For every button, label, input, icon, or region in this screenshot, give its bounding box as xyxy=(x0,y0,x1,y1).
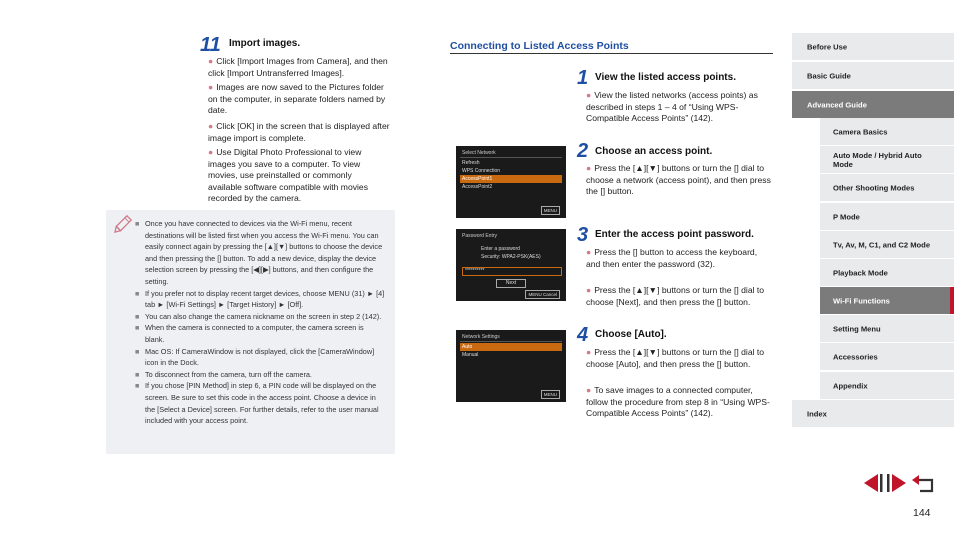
note-box xyxy=(106,210,395,454)
step-1-number: 1 xyxy=(577,67,589,89)
note-item: ■ You can also change the camera nickname on the screen in step 2 (142). xyxy=(135,311,382,321)
network-row: Refresh xyxy=(462,160,480,166)
step-3-title: Enter the access point password. xyxy=(595,229,754,240)
screen-password-entry: Password Entry Enter a password Security: WPA2-PSK(AES) ********** Next MENU Cancel xyxy=(456,229,566,301)
network-setting-row: Auto xyxy=(460,343,562,351)
menu-button: MENU xyxy=(541,390,560,399)
note-item: ■ To disconnect from the camera, turn off the camera. xyxy=(135,369,312,379)
note-item: ■ Once you have connected to devices via the Wi-Fi menu, recent destinations will be listed first when you access the Wi-Fi menu. You can easily connect again by pressing the [▲][▼] buttons to choose the device and then pressing the [] button. To add a new device, display the device selection screen by pressing the [◀][▶] buttons, and then configure the setting. xyxy=(135,219,383,286)
tab-appendix[interactable]: Appendix xyxy=(820,372,954,399)
step-2-number: 2 xyxy=(577,140,589,162)
step-4-bullet: ● Press the [▲][▼] buttons or turn the [] dial to choose [Auto], and then press the [] button. xyxy=(586,347,765,369)
next-page-icon[interactable] xyxy=(887,474,906,492)
tab-wifi-functions[interactable]: Wi-Fi Functions xyxy=(820,287,954,314)
note-item: ■ If you prefer not to display recent target devices, choose MENU (31) ► [4] tab ► [Wi-Fi Settings] ► [Target History] ► [Off]. xyxy=(135,288,385,310)
pencil-note-icon xyxy=(111,214,133,241)
tab-camera-basics[interactable]: Camera Basics xyxy=(820,118,954,145)
page-navigation xyxy=(860,472,936,499)
step-4-title: Choose [Auto]. xyxy=(595,329,667,340)
tab-basic-guide[interactable]: Basic Guide xyxy=(792,62,954,89)
tab-tv-av-m-mode[interactable]: Tv, Av, M, C1, and C2 Mode xyxy=(820,231,954,258)
tab-before-use[interactable]: Before Use xyxy=(792,33,954,60)
step-2-bullet: ● Press the [▲][▼] buttons or turn the [] dial to choose a network (access point), and then press the [] button. xyxy=(586,163,771,196)
tab-other-shooting-modes[interactable]: Other Shooting Modes xyxy=(820,174,954,201)
section-title: Connecting to Listed Access Points xyxy=(450,40,629,52)
step-4-bullet: ● To save images to a connected computer, follow the procedure from step 8 in “Using WPS-Compatible Access Points” (142). xyxy=(586,385,770,418)
tab-setting-menu[interactable]: Setting Menu xyxy=(820,315,954,342)
tab-index[interactable]: Index xyxy=(792,400,954,427)
section-divider xyxy=(450,53,773,54)
note-item: ■ If you chose [PIN Method] in step 6, a PIN code will be displayed on the screen. Be sure to set this code in the access point. Choose a device in the [Select a Device] screen. For further details, refer to the user manual included with your access point. xyxy=(135,381,379,426)
note-item: ■ When the camera is connected to a computer, the camera screen is blank. xyxy=(135,323,364,344)
step-3-bullet: ● Press the [] button to access the keyboard, and then enter the password (32). xyxy=(586,247,758,269)
active-tab-marker xyxy=(950,287,954,314)
step-4-number: 4 xyxy=(577,324,589,346)
screen-network-settings: Network Settings Auto Manual MENU xyxy=(456,330,566,402)
tab-p-mode[interactable]: P Mode xyxy=(820,203,954,230)
step-11-bullet: ● Images are now saved to the Pictures folder on the computer, in separate folders named by date. xyxy=(208,82,386,115)
step-11-bullet: ● Click [OK] in the screen that is displayed after image import is complete. xyxy=(208,121,390,143)
step-11-number: 11 xyxy=(200,34,221,56)
previous-page-icon[interactable] xyxy=(864,474,883,492)
screen-select-network: Select Network Refresh WPS Connection AccessPoint1 AccessPoint2 MENU xyxy=(456,146,566,218)
network-setting-row: Manual xyxy=(462,352,479,358)
tab-accessories[interactable]: Accessories xyxy=(820,343,954,370)
page-number: 144 xyxy=(913,507,931,519)
step-1-title: View the listed access points. xyxy=(595,72,736,83)
next-button: Next xyxy=(496,279,526,288)
step-1-bullet: ● View the listed networks (access points) as described in steps 1 – 4 of “Using WPS-Compatible Access Points” (142). xyxy=(586,90,758,123)
step-3-bullet: ● Press the [▲][▼] buttons or turn the [] dial to choose [Next], and then press the [] button. xyxy=(586,285,765,307)
tab-playback-mode[interactable]: Playback Mode xyxy=(820,259,954,286)
network-row: AccessPoint2 xyxy=(462,184,493,190)
network-row: AccessPoint1 xyxy=(460,175,562,183)
note-item: ■ Mac OS: If CameraWindow is not displayed, click the [CameraWindow] icon in the Dock. xyxy=(135,346,375,368)
return-icon[interactable] xyxy=(912,475,932,491)
step-11-bullet: ● Click [Import Images from Camera], and then click [Import Untransferred Images]. xyxy=(208,56,388,78)
step-11-bullet: ● Use Digital Photo Professional to view images you save to a computer. To view movies, use preinstalled or commonly available software compatible with movies recorded by the camera. xyxy=(208,147,369,203)
password-field: ********** xyxy=(462,267,562,276)
network-row: WPS Connection xyxy=(462,168,501,174)
step-11-title: Import images. xyxy=(229,38,301,49)
menu-button: MENU xyxy=(541,206,560,215)
step-2-title: Choose an access point. xyxy=(595,146,713,157)
cancel-button: MENU Cancel xyxy=(525,290,560,299)
tab-auto-mode[interactable]: Auto Mode / Hybrid Auto Mode xyxy=(820,146,954,173)
step-3-number: 3 xyxy=(577,224,589,246)
tab-advanced-guide[interactable]: Advanced Guide xyxy=(792,91,954,118)
